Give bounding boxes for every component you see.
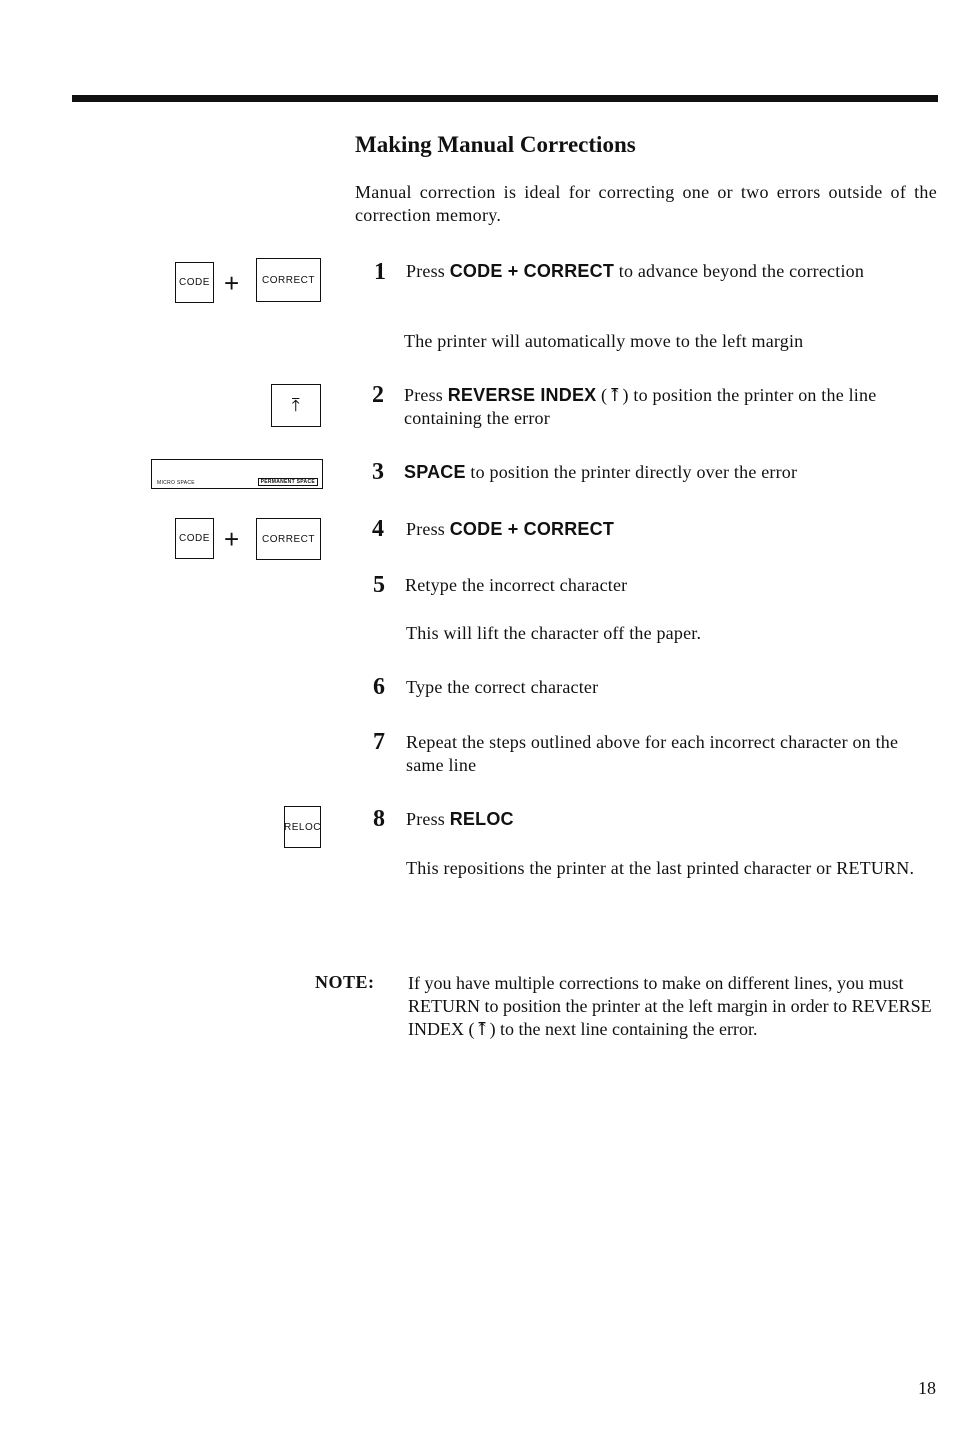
step-subtext: The printer will automatically move to the left margin [404, 331, 804, 351]
step-text: Retype the incorrect character [405, 575, 628, 595]
micro-space-label: MICRO SPACE [157, 480, 195, 486]
note-text: If you have multiple corrections to make on different lines, you must RETURN to position the printer at the left margin in order to REVERSE INDEX (⤒) to the next line containing the error. [408, 973, 932, 1039]
reverse-index-icon: ⤒ [291, 395, 301, 415]
step-number: 2 [372, 382, 384, 408]
step-number: 1 [374, 259, 386, 285]
plus-sign: + [224, 268, 240, 298]
reverse-index-key [271, 384, 321, 427]
space-bar-key [151, 459, 323, 489]
correct-key-2: CORRECT [256, 518, 321, 560]
plus-sign-2: + [224, 524, 240, 554]
top-rule [72, 95, 938, 102]
step-text: Repeat the steps outlined above for each incorrect character on the same line [406, 732, 899, 775]
code-key-2: CODE [175, 518, 214, 559]
step-text: Press CODE + CORRECT [406, 519, 615, 539]
page-number: 18 [918, 1378, 936, 1398]
step-text: Type the correct character [406, 677, 599, 697]
code-key: CODE [175, 262, 214, 303]
step-number: 6 [373, 674, 385, 700]
reloc-key: RELOC [284, 806, 321, 848]
step-number: 3 [372, 459, 384, 485]
step-text: Press REVERSE INDEX (⤒) to position the printer on the line containing the error [404, 385, 877, 428]
step-number: 7 [373, 729, 385, 755]
step-subtext: This repositions the printer at the last printed character or RETURN. [406, 858, 915, 878]
step-number: 5 [373, 572, 385, 598]
step-subtext: This will lift the character off the paper. [406, 623, 702, 643]
note-label: NOTE: [315, 972, 375, 992]
intro-paragraph: Manual correction is ideal for correcting one or two errors outside of the correction memory. [355, 182, 937, 225]
step-text: Press CODE + CORRECT to advance beyond the correction [406, 261, 865, 281]
step-text: SPACE to position the printer directly over the error [404, 462, 798, 482]
step-number: 4 [372, 516, 384, 542]
section-title: Making Manual Corrections [355, 132, 636, 157]
step-text: Press RELOC [406, 809, 514, 829]
correct-key: CORRECT [256, 258, 321, 302]
permanent-space-label: PERMANENT SPACE [258, 478, 318, 486]
step-number: 8 [373, 806, 385, 832]
